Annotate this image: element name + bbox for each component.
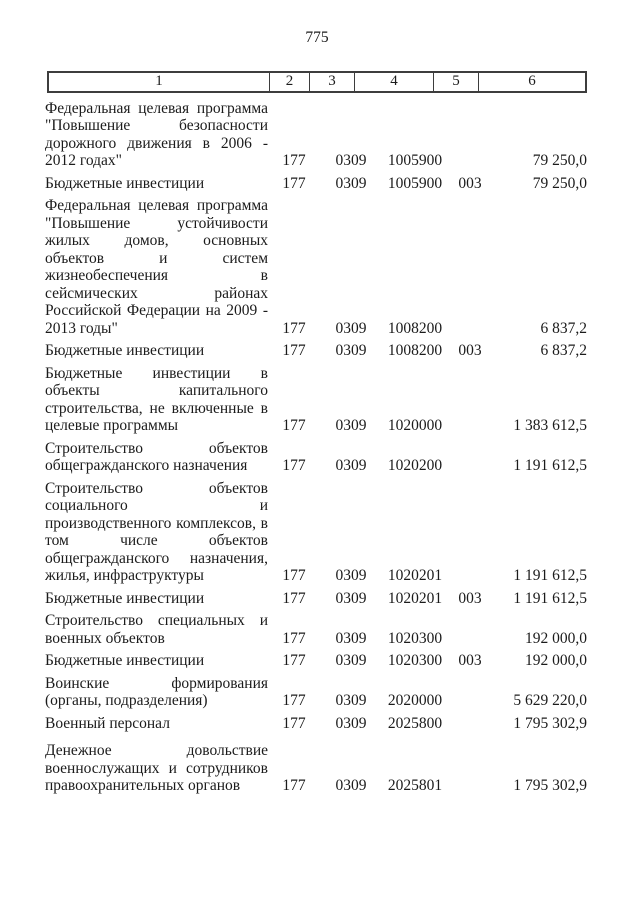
table-row [45, 612, 587, 647]
cell-section-code: 0309 [335, 714, 367, 732]
cell-target-item-code: 2025801 [387, 777, 443, 794]
table-row [45, 652, 587, 670]
cell-section-code: 0309 [335, 589, 367, 607]
cell-section-code: 0309 [335, 417, 367, 434]
header-col-3: 3 [309, 73, 354, 91]
cell-target-item-code: 2025800 [387, 714, 443, 732]
cell-target-item-code: 1020200 [387, 457, 443, 474]
table-header [47, 71, 587, 93]
cell-amount: 5 629 220,0 [513, 692, 587, 709]
cell-expense-type-code: 003 [458, 342, 482, 359]
cell-target-item-code: 2020000 [387, 692, 443, 709]
cell-chapter-code: 177 [282, 174, 306, 192]
cell-amount: 192 000,0 [525, 629, 587, 647]
cell-chapter-code: 177 [282, 457, 306, 474]
cell-chapter-code: 177 [282, 777, 306, 794]
cell-target-item-code: 1008200 [387, 319, 443, 337]
cell-amount: 1 795 302,9 [513, 777, 587, 794]
row-name: Бюджетные инвестиции в объекты капитального строительства, не включенные в целевые программы [45, 364, 268, 434]
cell-chapter-code: 177 [282, 417, 306, 434]
cell-section-code: 0309 [335, 567, 367, 584]
header-col-4: 4 [354, 73, 433, 91]
row-name: Строительство специальных и военных объектов [45, 612, 268, 647]
cell-chapter-code: 177 [282, 152, 306, 169]
cell-amount: 192 000,0 [525, 652, 587, 669]
row-name: Бюджетные инвестиции [45, 342, 205, 359]
table-row [45, 480, 587, 585]
cell-target-item-code: 1020300 [387, 629, 443, 647]
cell-amount: 1 191 612,5 [513, 457, 587, 474]
row-name: Строительство объектов общегражданского назначения [45, 439, 268, 474]
cell-section-code: 0309 [335, 174, 367, 192]
table-row [45, 440, 587, 475]
page-number: 775 [305, 29, 329, 46]
cell-chapter-code: 177 [282, 629, 306, 647]
row-name: Денежное довольствие военнослужащих и сотрудников правоохранительных органов [45, 742, 268, 794]
cell-amount: 6 837,2 [540, 342, 587, 359]
table-row [45, 365, 587, 435]
cell-chapter-code: 177 [282, 652, 306, 669]
cell-target-item-code: 1008200 [387, 342, 443, 359]
cell-expense-type-code: 003 [458, 174, 482, 192]
table-row [45, 742, 587, 795]
table-row [45, 715, 587, 733]
row-name: Строительство объектов социального и производственного комплексов, в том числе объектов общегражданского назначения, жилья, инфраструктуры [45, 479, 268, 584]
cell-target-item-code: 1020201 [387, 567, 443, 584]
cell-chapter-code: 177 [282, 319, 306, 337]
row-name: Воинские формирования (органы, подразделения) [45, 674, 268, 709]
cell-amount: 1 191 612,5 [513, 567, 587, 584]
cell-target-item-code: 1020201 [387, 589, 443, 607]
table-row [45, 590, 587, 608]
cell-amount: 1 191 612,5 [513, 589, 587, 607]
cell-chapter-code: 177 [282, 692, 306, 709]
table-row [45, 197, 587, 337]
header-col-6: 6 [478, 73, 585, 91]
table-row [45, 100, 587, 170]
cell-section-code: 0309 [335, 342, 367, 359]
cell-amount: 1 383 612,5 [513, 417, 587, 434]
cell-expense-type-code: 003 [458, 652, 482, 669]
cell-chapter-code: 177 [282, 342, 306, 359]
table-row [45, 675, 587, 710]
cell-amount: 1 795 302,9 [513, 714, 587, 732]
cell-section-code: 0309 [335, 652, 367, 669]
table-row [45, 342, 587, 360]
cell-section-code: 0309 [335, 629, 367, 647]
cell-section-code: 0309 [335, 319, 367, 337]
cell-amount: 79 250,0 [532, 152, 587, 169]
cell-expense-type-code: 003 [458, 589, 482, 607]
cell-target-item-code: 1005900 [387, 152, 443, 169]
cell-amount: 6 837,2 [540, 319, 587, 337]
cell-chapter-code: 177 [282, 714, 306, 732]
row-name: Бюджетные инвестиции [45, 652, 205, 669]
cell-target-item-code: 1020300 [387, 652, 443, 669]
cell-chapter-code: 177 [282, 589, 306, 607]
cell-section-code: 0309 [335, 692, 367, 709]
row-name: Федеральная целевая программа "Повышение устойчивости жилых домов, основных объектов и систем жизнеобеспечения в сейсмических районах Российской Федерации на 2009 - 2013 годы" [45, 197, 268, 337]
table-body [0, 100, 640, 795]
cell-target-item-code: 1005900 [387, 174, 443, 192]
cell-section-code: 0309 [335, 152, 367, 169]
cell-section-code: 0309 [335, 777, 367, 794]
cell-amount: 79 250,0 [532, 174, 587, 192]
cell-target-item-code: 1020000 [387, 417, 443, 434]
header-col-2: 2 [269, 73, 309, 91]
cell-chapter-code: 177 [282, 567, 306, 584]
row-name: Федеральная целевая программа "Повышение безопасности дорожного движения в 2006 - 2012 годах" [45, 99, 268, 169]
row-name: Бюджетные инвестиции [45, 174, 205, 192]
table-row [45, 175, 587, 193]
row-name: Бюджетные инвестиции [45, 589, 205, 607]
row-name: Военный персонал [45, 714, 170, 732]
header-col-5: 5 [433, 73, 478, 91]
header-col-1: 1 [155, 73, 163, 89]
cell-section-code: 0309 [335, 457, 367, 474]
